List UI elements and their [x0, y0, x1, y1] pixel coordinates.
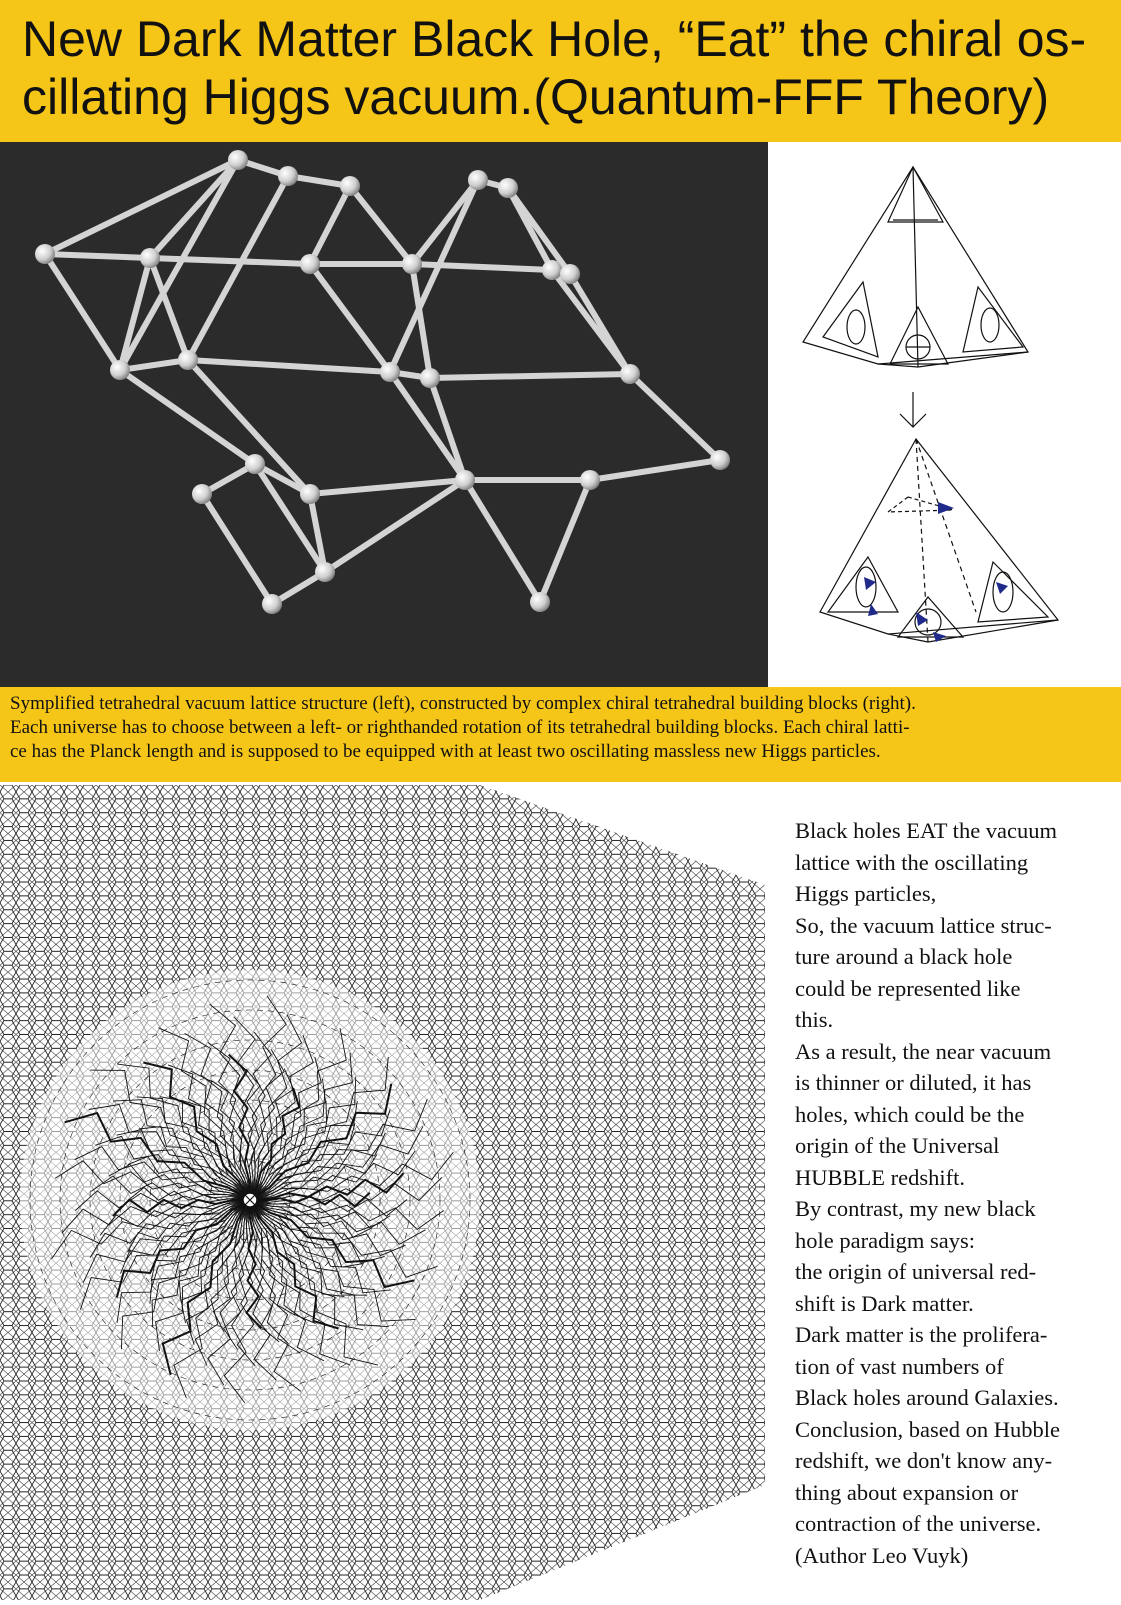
lattice-rod: [120, 258, 150, 370]
body-line: So, the vacuum lattice struc-: [795, 912, 1052, 938]
lattice-node: [468, 170, 488, 190]
lattice-node: [455, 470, 475, 490]
title-line-1: New Dark Matter Black Hole, “Eat” the chiral os-: [22, 11, 1087, 67]
caption-line-2: Each universe has to choose between a left- or righthanded rotation of its tetrahedral building blocks. Each chiral latti-: [10, 717, 910, 738]
body-line: (Author Leo Vuyk): [795, 1542, 969, 1568]
lattice-node: [245, 454, 265, 474]
lattice-rod: [412, 264, 552, 270]
down-arrow-icon: [900, 392, 926, 427]
body-line: origin of the Universal: [795, 1133, 1000, 1158]
lattice-rod: [120, 360, 188, 370]
lattice-node: [35, 244, 55, 264]
lattice-node: [580, 470, 600, 490]
tetrahedron-upper: [803, 167, 1028, 367]
lattice-node: [530, 592, 550, 612]
caption-line-3: ce has the Planck length and is supposed to be equipped with at least two oscillating massless new Higgs particles.: [10, 741, 881, 762]
chiral-tetrahedron-panel: [768, 142, 1121, 687]
body-line: Black holes around Galaxies.: [795, 1385, 1059, 1410]
lattice-node: [192, 484, 212, 504]
body-line: is thinner or diluted, it has: [795, 1070, 1032, 1095]
body-line: Black holes EAT the vacuum: [795, 818, 1058, 843]
body-line: Conclusion, based on Hubble: [795, 1416, 1060, 1442]
body-line: By contrast, my new black: [795, 1196, 1036, 1221]
lattice-node: [340, 176, 360, 196]
chiral-tetrahedra-drawing: [768, 142, 1121, 687]
lattice-rod: [508, 188, 570, 274]
lattice-rod: [540, 480, 590, 602]
body-line: the origin of universal red-: [795, 1259, 1037, 1284]
lattice-node: [300, 254, 320, 274]
body-line: this.: [795, 1007, 834, 1032]
lattice-rod: [202, 494, 272, 604]
body-line: shift is Dark matter.: [795, 1290, 974, 1316]
lattice-rods: [45, 160, 720, 604]
lattice-rod: [325, 480, 465, 572]
lattice-node: [710, 450, 730, 470]
title-banner: [0, 0, 1121, 142]
lattice-rod: [310, 264, 390, 372]
body-line: tion of vast numbers of: [795, 1353, 1004, 1379]
lattice-node: [228, 150, 248, 170]
black-hole-lattice-diagram: [0, 785, 765, 1600]
lattice-rod: [390, 372, 465, 480]
lattice-node: [402, 254, 422, 274]
lattice-node: [110, 360, 130, 380]
tetrahedron-lower-chiral: [820, 439, 1058, 642]
lattice-rod: [430, 378, 465, 480]
body-line: lattice with the oscillating: [795, 849, 1029, 875]
lattice-rod: [590, 460, 720, 480]
body-line: redshift, we don't know any-: [795, 1448, 1053, 1473]
lattice-node: [380, 362, 400, 382]
lattice-rod: [552, 270, 630, 374]
lattice-node: [420, 368, 440, 388]
body-line: Higgs particles,: [795, 881, 937, 906]
lattice-rod: [390, 180, 478, 372]
body-text-column: [795, 815, 1115, 1571]
lattice-node: [498, 178, 518, 198]
lattice-rod: [350, 186, 412, 264]
body-line: As a result, the near vacuum: [795, 1038, 1052, 1064]
lattice-node: [140, 248, 160, 268]
lattice-rod: [630, 374, 720, 460]
caption-line-1: Symplified tetrahedral vacuum lattice structure (left), constructed by complex chiral tetrahedral building blocks (right).: [10, 693, 916, 714]
body-line: hole paradigm says:: [795, 1227, 975, 1253]
lattice-rod: [188, 176, 288, 360]
body-line: holes, which could be the: [795, 1101, 1025, 1127]
tetrahedral-lattice-photo: [0, 142, 768, 687]
lattice-node: [560, 264, 580, 284]
body-line: contraction of the universe.: [795, 1511, 1042, 1536]
lattice-drawing: [0, 142, 768, 687]
body-line: Dark matter is the prolifera-: [795, 1322, 1048, 1347]
lattice-node: [542, 260, 562, 280]
lattice-rod: [310, 186, 350, 264]
caption-banner: [0, 687, 1121, 782]
lattice-node: [315, 562, 335, 582]
black-hole-lattice-drawing: [0, 785, 765, 1600]
lattice-rod: [45, 254, 120, 370]
lattice-rod: [45, 254, 150, 258]
lattice-node: [178, 350, 198, 370]
lattice-rod: [150, 258, 310, 264]
lattice-rod: [430, 374, 630, 378]
lattice-node: [620, 364, 640, 384]
body-line: HUBBLE redshift.: [795, 1164, 965, 1190]
body-line: could be represented like: [795, 975, 1021, 1001]
body-line: ture around a black hole: [795, 944, 1013, 969]
lattice-rod: [188, 360, 390, 372]
lattice-rod: [465, 480, 540, 602]
body-line: thing about expansion or: [795, 1479, 1019, 1505]
lattice-node: [278, 166, 298, 186]
lattice-node: [262, 594, 282, 614]
lattice-rod: [120, 370, 255, 464]
title-line-2: cillating Higgs vacuum.(Quantum-FFF Theory): [22, 69, 1050, 125]
lattice-node: [300, 484, 320, 504]
